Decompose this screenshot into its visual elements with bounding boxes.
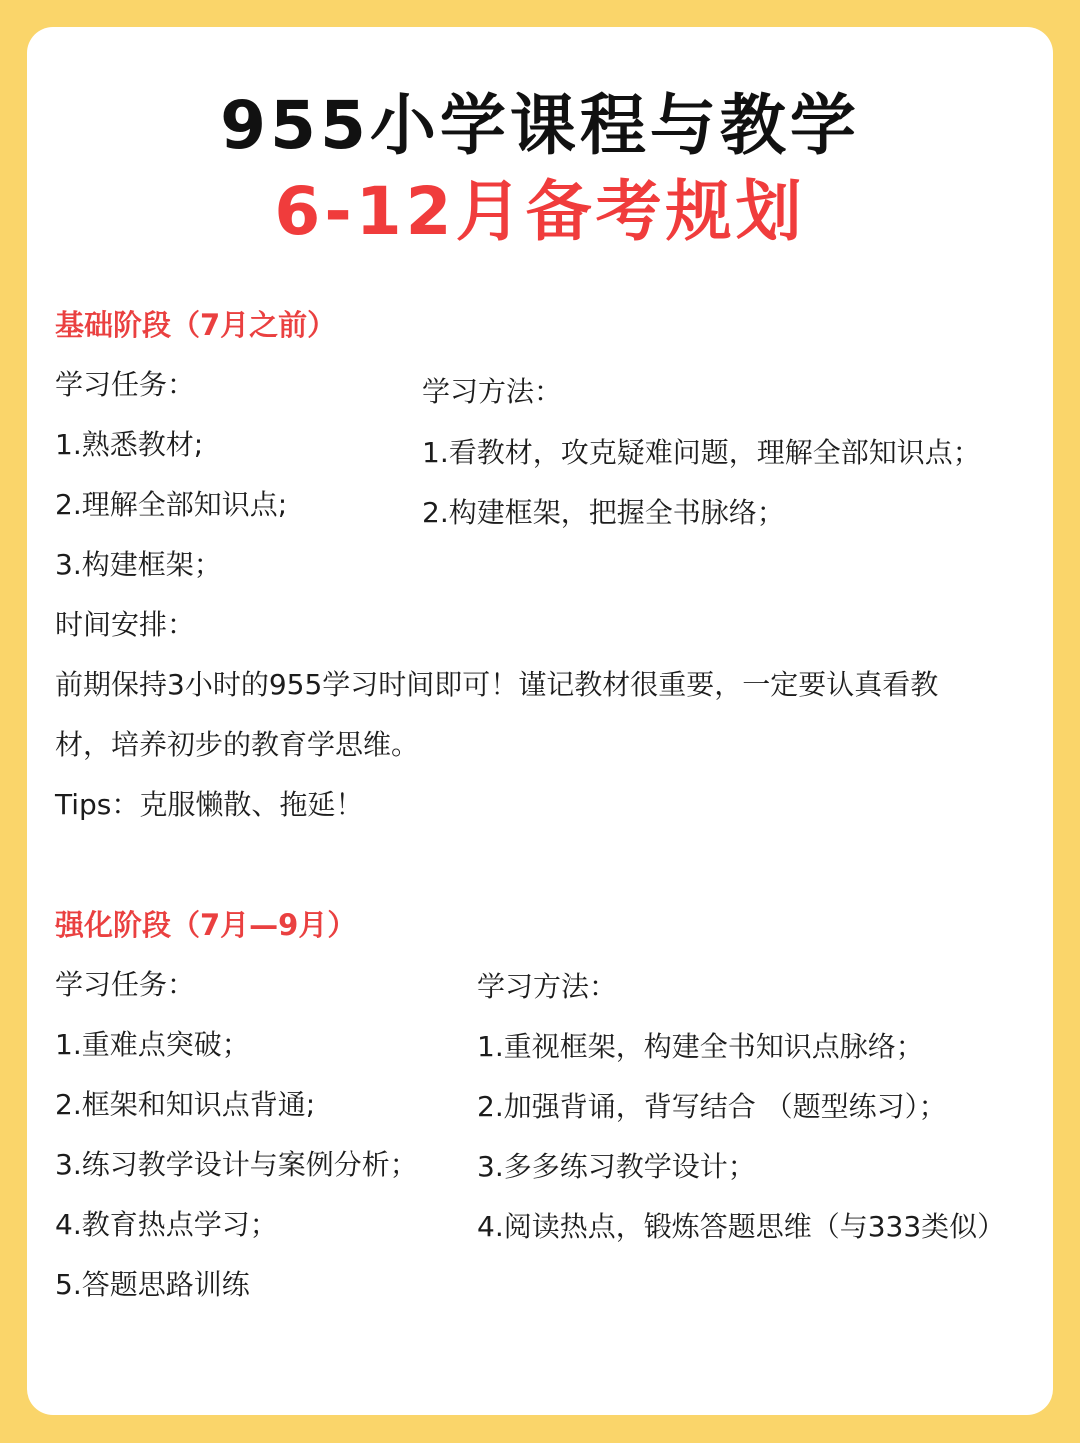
stage2-methods-label: 学习方法： [477,970,618,1003]
stage1-task-item: 3.构建框架； [55,548,222,581]
stage1-heading: 基础阶段（7月之前） [55,308,337,342]
stage1-schedule-label: 时间安排： [55,608,196,641]
stage2-method-item: 1.重视框架，构建全书知识点脉络； [477,1030,924,1063]
page-subtitle: 6-12月备考规划 [274,173,806,250]
page-title: 955小学课程与教学 [220,87,860,164]
stage2-method-item: 3.多多练习教学设计； [477,1150,756,1183]
stage1-schedule-text: 材，培养初步的教育学思维。 [55,728,420,761]
stage1-methods-label: 学习方法： [422,375,563,408]
stage2-task-item: 2.框架和知识点背通; [55,1088,316,1121]
stage1-schedule-text: 前期保持3小时的955学习时间即可！谨记教材很重要，一定要认真看教 [55,668,939,701]
stage2-method-item: 4.阅读热点，锻炼答题思维（与333类似） [477,1210,1006,1243]
stage1-method-item: 1.看教材，攻克疑难问题，理解全部知识点； [422,436,981,469]
stage1-method-item: 2.构建框架，把握全书脉络； [422,496,785,529]
stage1-task-item: 2.理解全部知识点; [55,488,288,521]
stage2-task-item: 1.重难点突破； [55,1028,250,1061]
stage1-tips: Tips：克服懒散、拖延！ [55,788,364,821]
stage2-heading: 强化阶段（7月—9月） [55,908,357,942]
stage1-tasks-label: 学习任务： [55,368,196,401]
stage2-method-item: 2.加强背诵，背写结合 （题型练习）； [477,1090,947,1123]
stage1-task-item: 1.熟悉教材; [55,428,204,461]
stage2-task-item: 3.练习教学设计与案例分析； [55,1148,418,1181]
stage2-task-item: 5.答题思路训练 [55,1268,250,1301]
stage2-tasks-label: 学习任务： [55,968,196,1001]
stage2-task-item: 4.教育热点学习； [55,1208,278,1241]
